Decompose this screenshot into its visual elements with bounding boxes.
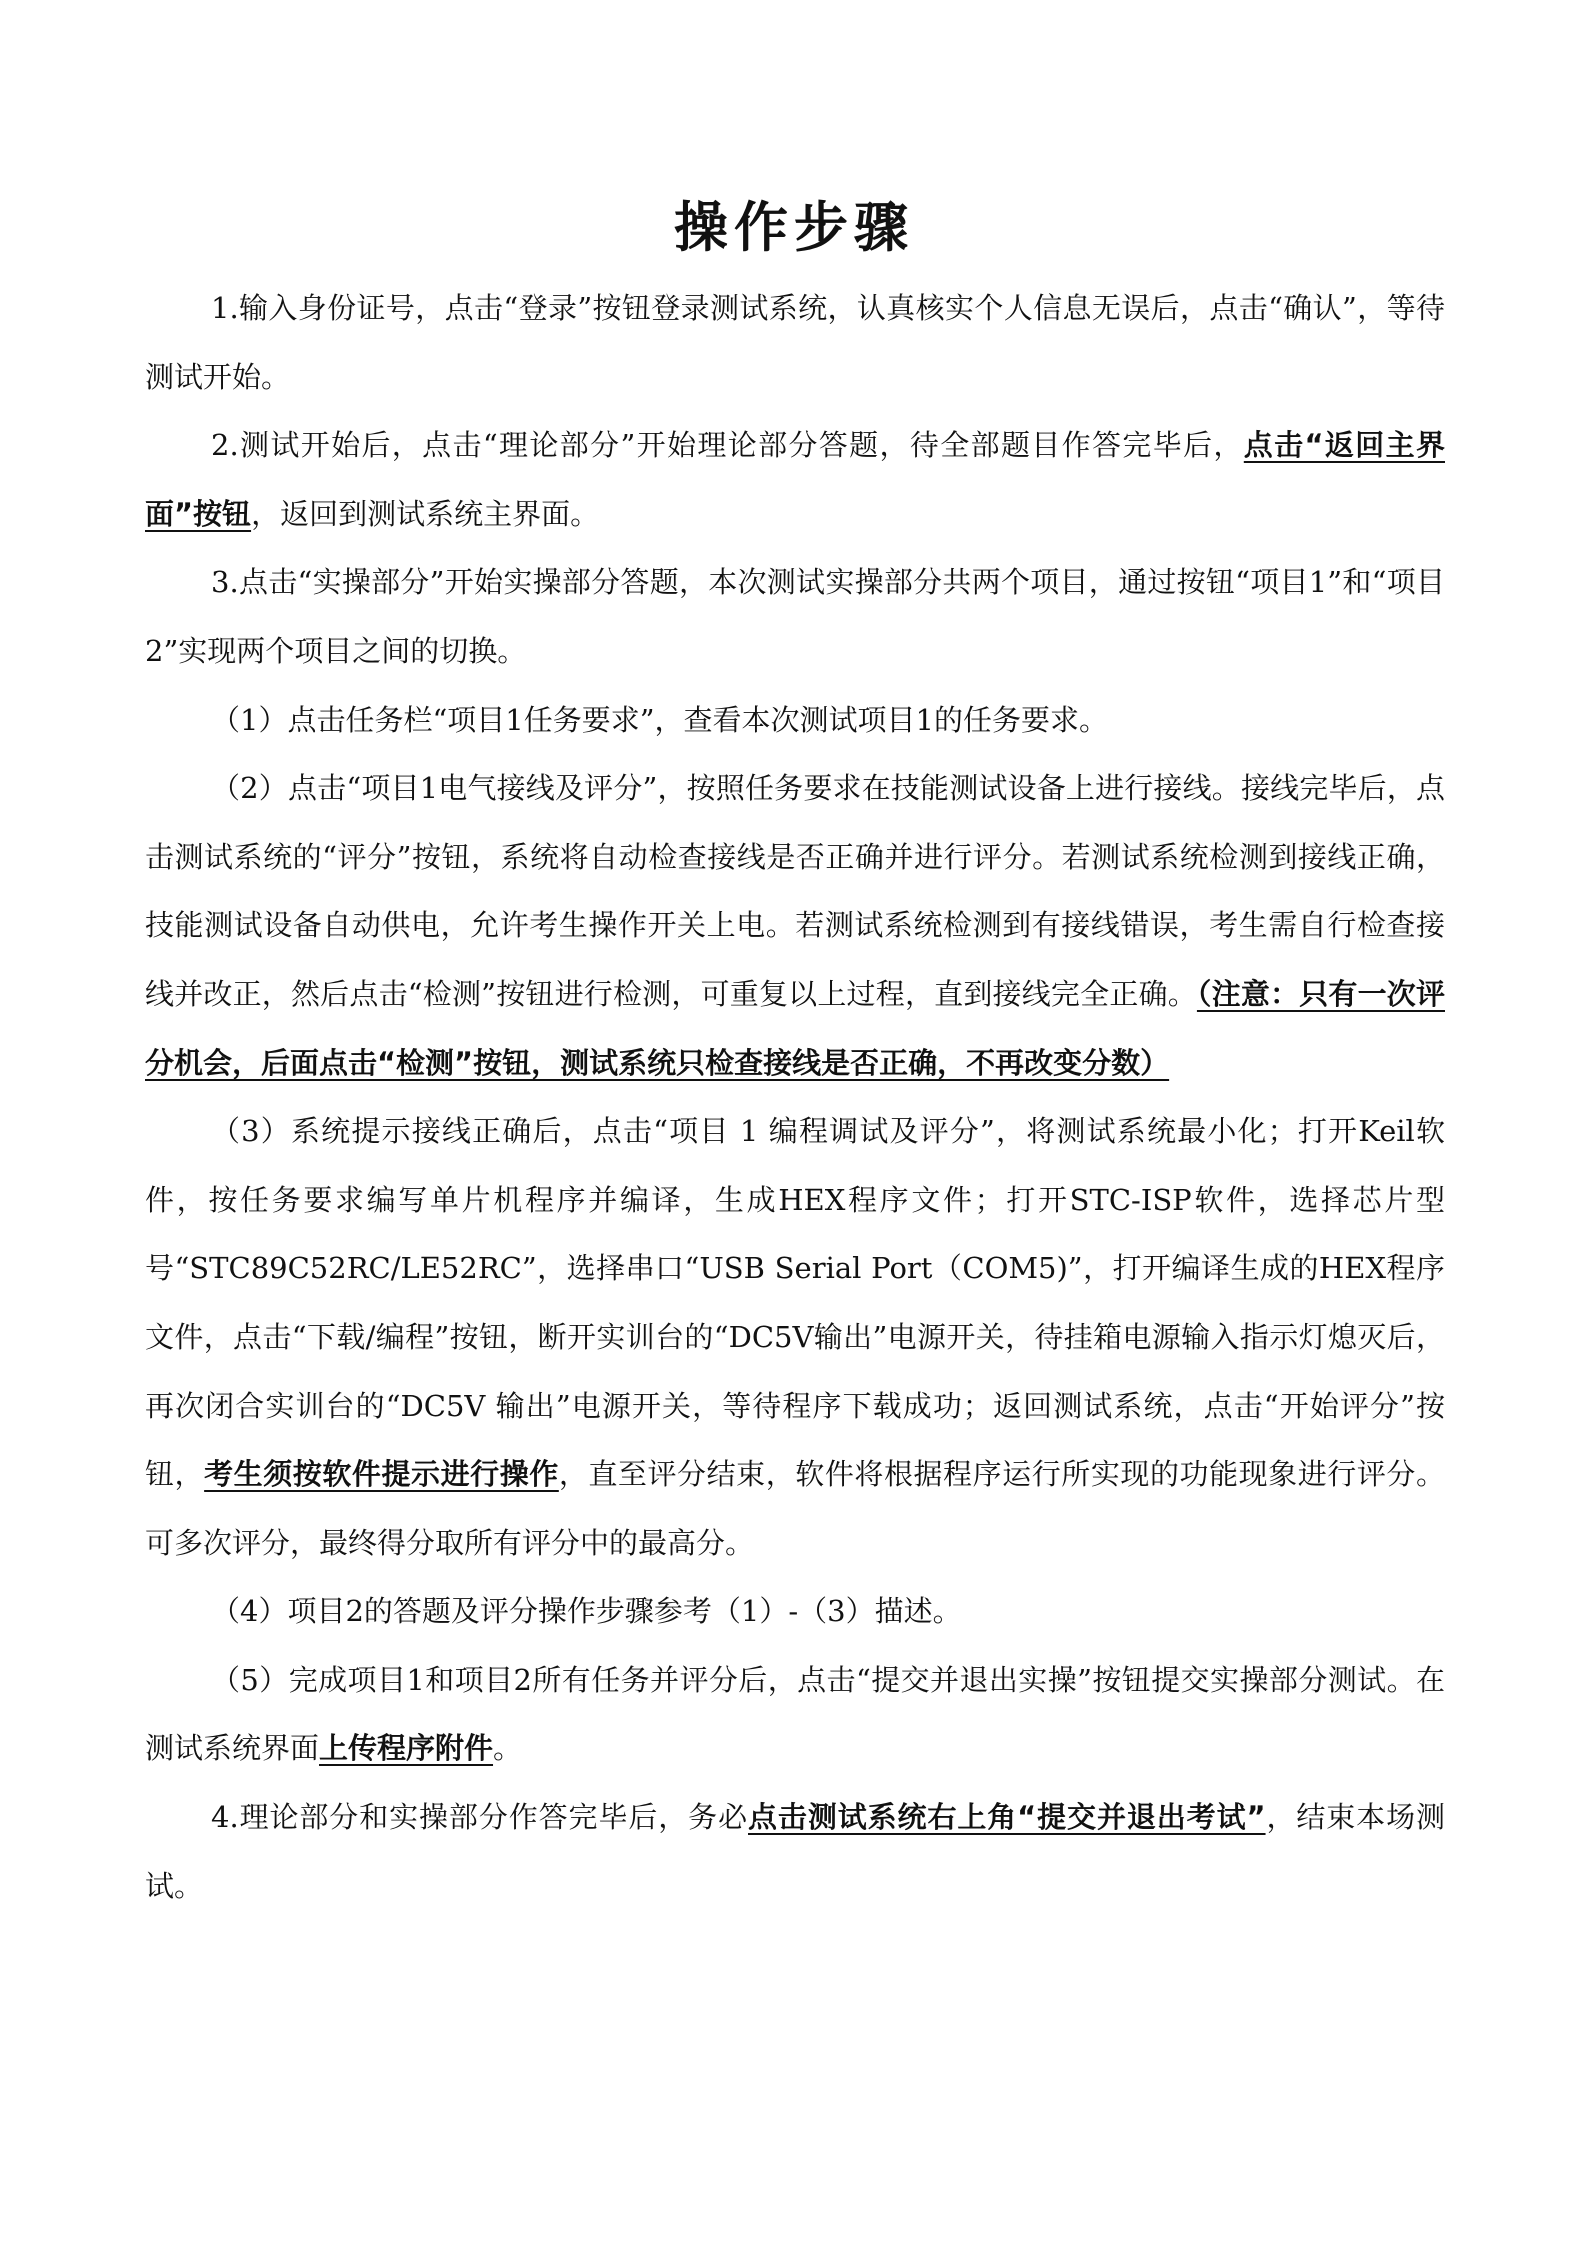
- step-2-text: 2.测试开始后，点击“理论部分”开始理论部分答题，待全部题目作答完毕后，: [211, 428, 1244, 463]
- page-title: 操作步骤: [674, 196, 914, 259]
- step-1-text: 1.输入身份证号，点击“登录”按钮登录测试系统，认真核实个人信息无误后，点击“确认”，等待测试开始。: [145, 291, 1445, 394]
- substep-5-text-end: 。: [493, 1731, 523, 1766]
- paragraph-substep-4: [145, 1577, 1445, 1646]
- step-2-emphasis: 点击“返回主界面”按钮: [145, 428, 1445, 531]
- substep-2-text: （2）点击“项目1电气接线及评分”，按照任务要求在技能测试设备上进行接线。接线完毕后，点击测试系统的“评分”按钮，系统将自动检查接线是否正确并进行评分。若测试系统检测到接线正确，技能测试设备自动供电，允许考生操作开关上电。若测试系统检测到有接线错误，考生需自行检查接线并改正，然后点击“检测”按钮进行检测，可重复以上过程，直到接线完全正确。: [145, 771, 1445, 1011]
- substep-5-emphasis: 上传程序附件: [319, 1731, 494, 1766]
- paragraph-step-2: [145, 411, 1445, 548]
- paragraph-substep-5: [145, 1646, 1445, 1783]
- paragraph-step-4: [145, 1783, 1445, 1920]
- substep-2-note: （注意：只有一次评分机会，后面点击“检测”按钮，测试系统只检查接线是否正确，不再改变分数）: [145, 976, 1445, 1080]
- paragraph-substep-1: [145, 686, 1445, 755]
- substep-1-text: （1）点击任务栏“项目1任务要求”，查看本次测试项目1的任务要求。: [211, 702, 1109, 737]
- step-4-emphasis: 点击测试系统右上角“提交并退出考试”: [748, 1800, 1266, 1835]
- step-2-text-end: ，返回到测试系统主界面。: [251, 496, 600, 531]
- step-4-text: 4.理论部分和实操部分作答完毕后，务必: [211, 1800, 748, 1835]
- substep-4-text: （4）项目2的答题及评分操作步骤参考（1）-（3）描述。: [211, 1594, 962, 1629]
- substep-3-text-end: ，直至评分结束，软件将根据程序运行所实现的功能现象进行评分。可多次评分，最终得分取所有评分中的最高分。: [145, 1457, 1445, 1560]
- substep-5-text: （5）完成项目1和项目2所有任务并评分后，点击“提交并退出实操”按钮提交实操部分测试。在测试系统界面: [145, 1662, 1445, 1766]
- step-3-text: 3.点击“实操部分”开始实操部分答题，本次测试实操部分共两个项目，通过按钮“项目1”和“项目2”实现两个项目之间的切换。: [145, 565, 1445, 668]
- document-body: [145, 274, 1445, 1920]
- substep-3-text: （3）系统提示接线正确后，点击“项目 1 编程调试及评分”，将测试系统最小化；打开Keil软件，按任务要求编写单片机程序并编译，生成HEX程序文件；打开STC-ISP软件，选择芯片型号“STC89C52RC/LE52RC”，选择串口“USB Serial Port（COM5)”，打开编译生成的HEX程序文件，点击“下载/编程”按钮，断开实训台的“DC5V输出”电源开关，待挂箱电源输入指示灯熄灭后，再次闭合实训台的“DC5V 输出”电源开关，等待程序下载成功；返回测试系统，点击“开始评分”按钮，: [145, 1114, 1445, 1492]
- paragraph-substep-3: [145, 1097, 1445, 1577]
- paragraph-substep-2: [145, 754, 1445, 1097]
- step-4-text-end: ，结束本场测试。: [145, 1800, 1445, 1903]
- paragraph-step-1: [145, 274, 1445, 411]
- substep-3-emphasis: 考生须按软件提示进行操作: [204, 1457, 559, 1492]
- paragraph-step-3: [145, 548, 1445, 685]
